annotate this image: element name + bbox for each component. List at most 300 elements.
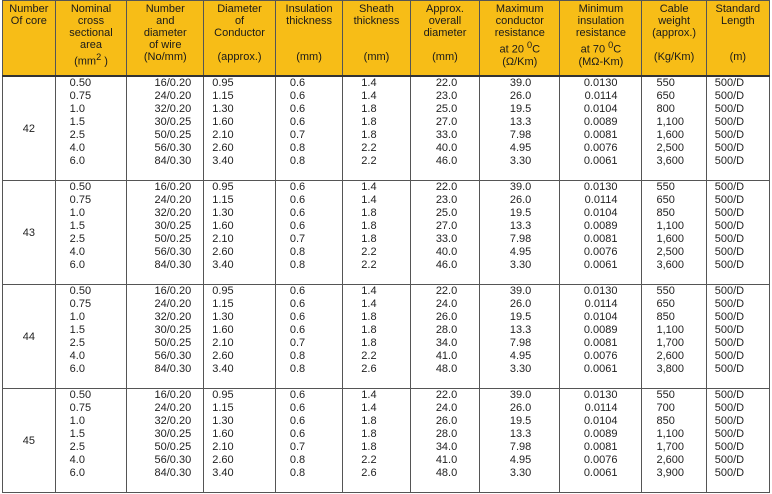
- cell-value: 0.0076: [583, 454, 618, 466]
- cell-value: 0.6: [289, 428, 306, 440]
- cell-value: 0.50: [69, 77, 92, 89]
- cell-value: 19.5: [509, 415, 532, 427]
- cell-value: 500/D: [714, 77, 745, 89]
- header-line: resistance: [575, 27, 626, 39]
- sheath-cell: [343, 76, 410, 181]
- area-cell: [55, 76, 127, 181]
- cell-value: 30/0.25: [154, 116, 192, 128]
- header-unit: (No/mm): [143, 51, 187, 63]
- cell-value: 39.0: [509, 285, 532, 297]
- cell-value: 2.10: [212, 441, 234, 453]
- cell-value: 0.0061: [583, 363, 618, 375]
- cell-value: 50/0.25: [154, 129, 192, 141]
- cell-value: 25.0: [435, 103, 458, 115]
- cell-value: 2,500: [656, 142, 684, 154]
- cell-value: 650: [656, 298, 675, 310]
- header-line: Number: [145, 3, 185, 15]
- cell-value: 1,100: [656, 116, 684, 128]
- cell-value: 2.60: [212, 142, 234, 154]
- cell-value: 0.0061: [583, 467, 618, 479]
- cell-value: 1.5: [69, 324, 85, 336]
- cell-value: 50/0.25: [154, 441, 192, 453]
- cell-value: 0.8: [289, 363, 306, 375]
- cell-value: 500/D: [714, 90, 745, 102]
- cell-value: 1.8: [361, 129, 377, 141]
- cell-value: 1.8: [361, 337, 377, 349]
- cell-value: 7.98: [509, 233, 532, 245]
- header-line: Maximum: [495, 3, 544, 15]
- cell-value: 30/0.25: [154, 220, 192, 232]
- header-line: thickness: [353, 15, 400, 27]
- cell-value: 1.8: [361, 207, 377, 219]
- header-overall-diameter: [410, 1, 480, 77]
- cell-value: 32/0.20: [154, 103, 192, 115]
- cell-value: 6.0: [69, 155, 85, 167]
- cell-value: 0.6: [289, 103, 306, 115]
- sheath-cell: [343, 285, 410, 389]
- cell-value: 48.0: [435, 467, 458, 479]
- cell-value: 0.0081: [583, 233, 618, 245]
- diameter-cell: [204, 285, 276, 389]
- cell-value: 0.8: [289, 350, 306, 362]
- table-row: [3, 76, 770, 181]
- cell-value: 500/D: [714, 311, 745, 323]
- cell-value: 26.0: [509, 194, 532, 206]
- cell-value: 1.8: [361, 428, 377, 440]
- cell-value: 0.75: [69, 194, 92, 206]
- cell-value: 0.0081: [583, 129, 618, 141]
- cell-value: 0.8: [289, 142, 306, 154]
- cell-value: 28.0: [435, 324, 458, 336]
- cell-value: 0.8: [289, 467, 306, 479]
- cell-value: 33.0: [435, 233, 458, 245]
- cell-value: 13.3: [509, 324, 532, 336]
- cell-value: 2.2: [361, 246, 377, 258]
- insulation-cell: [275, 285, 342, 389]
- cell-value: 7.98: [509, 441, 532, 453]
- cell-value: 500/D: [714, 337, 745, 349]
- cell-value: 24.0: [435, 402, 458, 414]
- sheath-cell: [343, 181, 410, 285]
- cell-value: 1,100: [656, 324, 684, 336]
- cell-value: 1.60: [212, 324, 234, 336]
- cell-value: 1.5: [69, 220, 85, 232]
- cell-value: 0.6: [289, 207, 306, 219]
- cell-value: 2.2: [361, 259, 377, 271]
- cell-value: 1.60: [212, 220, 234, 232]
- cell-value: 50/0.25: [154, 233, 192, 245]
- cell-value: 0.50: [69, 389, 92, 401]
- ins-resistance-cell: [560, 181, 642, 285]
- cell-value: 16/0.20: [154, 77, 192, 89]
- cable-spec-table: [2, 0, 770, 493]
- header-unit: (mm): [432, 51, 458, 63]
- header-spacer: [708, 39, 768, 51]
- cell-value: 0.7: [289, 129, 306, 141]
- cell-value: 3.30: [509, 467, 532, 479]
- cell-value: 1.8: [361, 233, 377, 245]
- cell-value: 24/0.20: [154, 402, 192, 414]
- cell-value: 0.0089: [583, 116, 618, 128]
- cell-value: 650: [656, 90, 675, 102]
- cell-value: 40.0: [435, 142, 458, 154]
- cell-value: 0.6: [289, 220, 306, 232]
- cell-value: 56/0.30: [154, 142, 192, 154]
- header-standard-length: [706, 1, 769, 77]
- cell-value: 550: [656, 77, 675, 89]
- header-line: Nominal: [70, 3, 112, 15]
- cell-value: 500/D: [714, 194, 745, 206]
- header-unit: (Kg/Km): [653, 51, 695, 63]
- header-line: Sheath: [359, 3, 394, 15]
- cell-value: 0.6: [289, 402, 306, 414]
- header-line: area: [79, 39, 102, 51]
- cell-value: 550: [656, 181, 675, 193]
- cell-value: 800: [656, 103, 675, 115]
- cell-value: 56/0.30: [154, 454, 192, 466]
- cell-value: 1.15: [212, 90, 234, 102]
- cell-value: 50/0.25: [154, 337, 192, 349]
- cell-value: 2.5: [69, 441, 85, 453]
- cell-value: 0.75: [69, 298, 92, 310]
- cell-value: 0.0104: [583, 103, 618, 115]
- overall-cell: [410, 76, 480, 181]
- cell-value: 27.0: [435, 220, 458, 232]
- cell-value: 56/0.30: [154, 350, 192, 362]
- cell-value: 3.30: [509, 155, 532, 167]
- cell-value: 3.40: [212, 467, 234, 479]
- cell-value: 1,100: [656, 220, 684, 232]
- cell-value: 0.0076: [583, 246, 618, 258]
- header-spacer: [344, 39, 408, 51]
- cell-value: 1.0: [69, 103, 85, 115]
- overall-cell: [410, 285, 480, 389]
- header-sheath-thickness: [343, 1, 410, 77]
- cell-value: 500/D: [714, 389, 745, 401]
- header-temp-line: [561, 39, 640, 56]
- cell-value: 33.0: [435, 129, 458, 141]
- temp-unit: C: [532, 43, 541, 56]
- header-line: (approx.): [652, 27, 697, 39]
- header-line: Of core: [10, 15, 47, 27]
- core-count-cell: 44: [3, 285, 56, 389]
- cell-value: 650: [656, 194, 675, 206]
- cell-value: 1.4: [361, 389, 377, 401]
- cell-value: 4.95: [509, 246, 532, 258]
- cell-value: 0.6: [289, 90, 306, 102]
- cell-value: 3,600: [656, 155, 684, 167]
- cell-value: 500/D: [714, 207, 745, 219]
- cell-value: 41.0: [435, 350, 458, 362]
- cell-value: 0.8: [289, 454, 306, 466]
- cell-value: 500/D: [714, 142, 745, 154]
- header-unit: (m): [729, 51, 747, 63]
- header-line: Diameter: [217, 3, 262, 15]
- cell-value: 0.7: [289, 441, 306, 453]
- cell-value: 500/D: [714, 428, 745, 440]
- cell-value: 25.0: [435, 207, 458, 219]
- cell-value: 1.30: [212, 415, 234, 427]
- header-line: diameter: [423, 27, 467, 39]
- cell-value: 23.0: [435, 194, 458, 206]
- cell-value: 500/D: [714, 285, 745, 297]
- cell-value: 850: [656, 311, 675, 323]
- header-row: [3, 1, 770, 77]
- cell-value: 39.0: [509, 389, 532, 401]
- header-unit: (Ω/Km): [502, 55, 538, 68]
- cell-value: 500/D: [714, 103, 745, 115]
- cell-value: 13.3: [509, 220, 532, 232]
- cell-value: 84/0.30: [154, 363, 192, 375]
- cell-value: 1.30: [212, 207, 234, 219]
- cell-value: 27.0: [435, 116, 458, 128]
- cell-value: 13.3: [509, 428, 532, 440]
- cell-value: 0.0130: [583, 77, 618, 89]
- cell-value: 3,900: [656, 467, 684, 479]
- cell-value: 1.8: [361, 441, 377, 453]
- length-cell: [706, 76, 769, 181]
- cell-value: 1,600: [656, 129, 684, 141]
- cell-value: 0.0130: [583, 181, 618, 193]
- header-line: sectional: [69, 27, 113, 39]
- header-spacer: [205, 39, 274, 51]
- cell-value: 500/D: [714, 402, 745, 414]
- cell-value: 0.6: [289, 194, 306, 206]
- cell-value: 1.8: [361, 311, 377, 323]
- cell-value: 22.0: [435, 181, 458, 193]
- cell-value: 26.0: [509, 402, 532, 414]
- cell-value: 4.0: [69, 246, 85, 258]
- cell-value: 1.0: [69, 207, 85, 219]
- header-conductor-diameter: [204, 1, 276, 77]
- header-line: Conductor: [214, 27, 265, 39]
- table-row: [3, 389, 770, 493]
- cell-value: 1.60: [212, 428, 234, 440]
- header-unit: [57, 51, 126, 68]
- header-spacer: [277, 27, 341, 39]
- cell-value: 2,500: [656, 246, 684, 258]
- resistance-cell: [480, 181, 560, 285]
- cell-value: 0.6: [289, 181, 306, 193]
- cell-value: 32/0.20: [154, 207, 192, 219]
- header-insulation-resistance: [560, 1, 642, 77]
- cell-value: 4.0: [69, 454, 85, 466]
- cell-value: 3.40: [212, 259, 234, 271]
- unit-text: (mm: [74, 55, 97, 68]
- cell-value: 19.5: [509, 311, 532, 323]
- header-conductor-resistance: [480, 1, 560, 77]
- area-cell: [55, 285, 127, 389]
- cell-value: 0.75: [69, 402, 92, 414]
- cell-value: 2.6: [361, 467, 377, 479]
- cell-value: 1,600: [656, 233, 684, 245]
- header-line: of: [234, 15, 245, 27]
- cell-value: 24.0: [435, 298, 458, 310]
- cell-value: 850: [656, 207, 675, 219]
- cell-value: 0.0089: [583, 220, 618, 232]
- header-line: diameter: [143, 27, 187, 39]
- cell-value: 24/0.20: [154, 194, 192, 206]
- cell-value: 0.75: [69, 90, 92, 102]
- cell-value: 0.0114: [584, 402, 618, 414]
- cell-value: 500/D: [714, 246, 745, 258]
- header-insulation-thickness: [275, 1, 342, 77]
- header-spacer: [277, 39, 341, 51]
- header-line: thickness: [286, 15, 332, 27]
- cell-value: 22.0: [435, 285, 458, 297]
- cell-value: 0.0114: [584, 298, 618, 310]
- overall-cell: [410, 181, 480, 285]
- weight-cell: [642, 285, 706, 389]
- cell-value: 26.0: [509, 90, 532, 102]
- cell-value: 0.0104: [583, 207, 618, 219]
- core-count-cell: 45: [3, 389, 56, 493]
- resistance-cell: [480, 76, 560, 181]
- cell-value: 500/D: [714, 467, 745, 479]
- cell-value: 3,600: [656, 259, 684, 271]
- cell-value: 0.0081: [583, 337, 618, 349]
- cell-value: 84/0.30: [154, 467, 192, 479]
- cell-value: 500/D: [714, 181, 745, 193]
- cell-value: 1.8: [361, 220, 377, 232]
- temp-text: at 20: [499, 43, 527, 56]
- header-wire: [127, 1, 204, 77]
- cell-value: 1.8: [361, 415, 377, 427]
- cell-value: 0.0061: [583, 155, 618, 167]
- cell-value: 2.2: [361, 155, 377, 167]
- cell-value: 0.0081: [583, 441, 618, 453]
- wire-cell: [127, 76, 204, 181]
- cell-value: 6.0: [69, 363, 85, 375]
- cell-value: 500/D: [714, 259, 745, 271]
- cell-value: 1.8: [361, 116, 377, 128]
- cell-value: 39.0: [509, 77, 532, 89]
- header-line: Approx.: [426, 3, 464, 15]
- cell-value: 550: [656, 389, 675, 401]
- cell-value: 40.0: [435, 246, 458, 258]
- cell-value: 1,700: [656, 337, 684, 349]
- cell-value: 500/D: [714, 155, 745, 167]
- resistance-cell: [480, 285, 560, 389]
- cell-value: 84/0.30: [154, 155, 192, 167]
- cell-value: 850: [656, 415, 675, 427]
- unit-superscript: 2: [96, 52, 102, 62]
- cell-value: 6.0: [69, 467, 85, 479]
- header-line: conductor: [495, 15, 544, 27]
- cell-value: 0.8: [289, 246, 306, 258]
- cell-value: 500/D: [714, 363, 745, 375]
- table-row: [3, 181, 770, 285]
- cell-value: 1,100: [656, 428, 684, 440]
- header-line: Insulation: [285, 3, 333, 15]
- cell-value: 2.2: [361, 454, 377, 466]
- cell-value: 1.4: [361, 402, 377, 414]
- weight-cell: [642, 389, 706, 493]
- header-unit: (mm): [296, 51, 322, 63]
- cell-value: 1.0: [69, 311, 85, 323]
- cell-value: 0.0114: [584, 90, 618, 102]
- header-line: weight: [658, 15, 690, 27]
- cell-value: 2.60: [212, 350, 234, 362]
- ins-resistance-cell: [560, 76, 642, 181]
- cell-value: 2.10: [212, 129, 234, 141]
- cell-value: 0.8: [289, 259, 306, 271]
- cell-value: 0.0130: [583, 285, 618, 297]
- diameter-cell: [204, 76, 276, 181]
- temp-superscript: 0: [527, 40, 533, 50]
- header-unit: (mm): [363, 51, 390, 63]
- header-spacer: [643, 39, 704, 51]
- cell-value: 34.0: [435, 441, 458, 453]
- header-line: Cable: [659, 3, 689, 15]
- cell-value: 39.0: [509, 181, 532, 193]
- table-header: [3, 1, 770, 77]
- diameter-cell: [204, 389, 276, 493]
- weight-cell: [642, 76, 706, 181]
- cell-value: 1.15: [212, 402, 234, 414]
- cell-value: 22.0: [435, 389, 458, 401]
- cell-value: 1.15: [212, 298, 234, 310]
- core-count-cell: 43: [3, 181, 56, 285]
- cell-value: 2.60: [212, 454, 234, 466]
- header-spacer: [412, 39, 479, 51]
- cell-value: 30/0.25: [154, 428, 192, 440]
- cell-value: 28.0: [435, 428, 458, 440]
- cell-value: 0.0061: [583, 259, 618, 271]
- cell-value: 2.2: [361, 142, 377, 154]
- cell-value: 0.0089: [583, 324, 618, 336]
- cell-value: 0.0114: [584, 194, 618, 206]
- cell-value: 1.4: [361, 285, 377, 297]
- cell-value: 0.6: [289, 389, 306, 401]
- cell-value: 1.30: [212, 103, 234, 115]
- area-cell: [55, 389, 127, 493]
- cell-value: 1.8: [361, 103, 377, 115]
- area-cell: [55, 181, 127, 285]
- cell-value: 32/0.20: [154, 415, 192, 427]
- cell-value: 4.0: [69, 142, 85, 154]
- cell-value: 1,700: [656, 441, 684, 453]
- cell-value: 26.0: [435, 415, 458, 427]
- cell-value: 1.4: [361, 77, 377, 89]
- cell-value: 6.0: [69, 259, 85, 271]
- cell-value: 550: [656, 285, 675, 297]
- table-body: [3, 76, 770, 493]
- cell-value: 4.95: [509, 350, 532, 362]
- cell-value: 2.10: [212, 337, 234, 349]
- insulation-cell: [275, 181, 342, 285]
- cell-value: 84/0.30: [154, 259, 192, 271]
- header-line: of wire: [149, 39, 182, 51]
- cell-value: 30/0.25: [154, 324, 192, 336]
- cell-value: 2.5: [69, 337, 85, 349]
- temp-superscript: 0: [608, 40, 614, 50]
- cell-value: 16/0.20: [154, 181, 192, 193]
- cell-value: 1.15: [212, 194, 234, 206]
- cell-value: 16/0.20: [154, 389, 192, 401]
- cell-value: 2,600: [656, 454, 684, 466]
- header-line: cross: [77, 15, 105, 27]
- cell-value: 2.5: [69, 233, 85, 245]
- cell-value: 56/0.30: [154, 246, 192, 258]
- cell-value: 500/D: [714, 350, 745, 362]
- length-cell: [706, 181, 769, 285]
- cell-value: 1.5: [69, 116, 85, 128]
- insulation-cell: [275, 389, 342, 493]
- cell-value: 1.8: [361, 324, 377, 336]
- cell-value: 46.0: [435, 259, 458, 271]
- resistance-cell: [480, 389, 560, 493]
